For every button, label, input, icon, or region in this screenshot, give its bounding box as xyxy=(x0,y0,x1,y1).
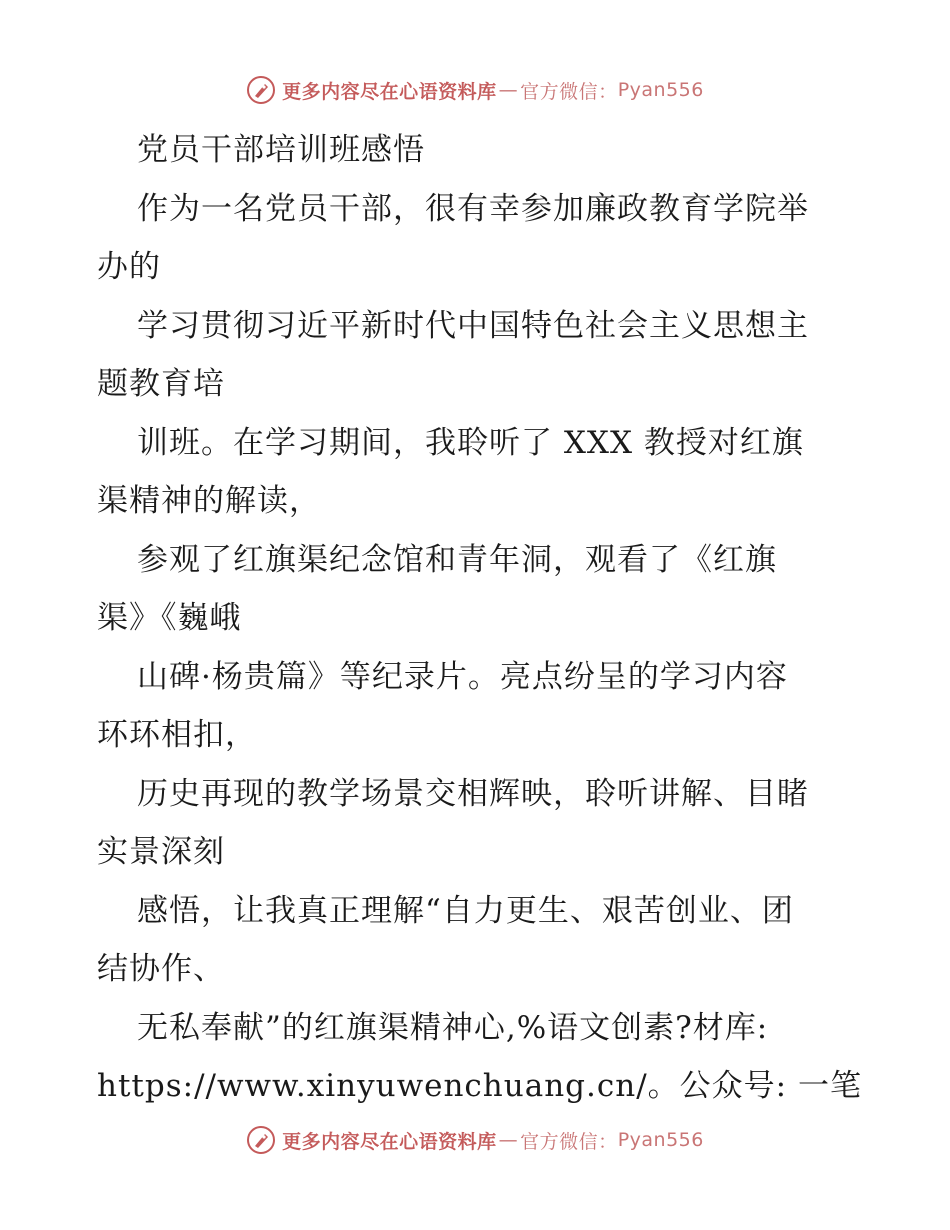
watermark-brand: 更多内容尽在心语资料库 xyxy=(282,80,497,103)
watermark-wechat-id: Pyan556 xyxy=(617,79,704,101)
paragraph-line: 作为一名党员干部，很有幸参加廉政教育学院举 xyxy=(137,190,809,227)
paragraph-line: 学习贯彻习近平新时代中国特色社会主义思想主 xyxy=(137,307,809,344)
paragraph-line: 办的 xyxy=(97,249,161,285)
paragraph-line: 实景深刻 xyxy=(97,834,225,870)
paragraph-line: 历史再现的教学场景交相辉映，聆听讲解、目睹 xyxy=(137,775,809,812)
paragraph-line: 渠》《巍峨 xyxy=(97,600,242,636)
watermark-brand: 更多内容尽在心语资料库 xyxy=(282,1130,497,1153)
paragraph-line: 感悟，让我真正理解“自力更生、艰苦创业、团 xyxy=(137,892,794,929)
paragraph-line: 渠精神的解读， xyxy=(97,483,321,519)
paragraph-line: 训班。在学习期间，我聆听了 XXX 教授对红旗 xyxy=(137,424,804,461)
watermark-wechat-label: 官方微信： xyxy=(520,1130,618,1153)
paragraph-line: 山碑·杨贵篇》等纪录片。亮点纷呈的学习内容 xyxy=(137,658,788,695)
paragraph-line: https://www.xinyuwenchuang.cn/。公众号: 一笔 xyxy=(97,1068,862,1104)
watermark-separator: — xyxy=(498,79,519,101)
watermark-wechat-id: Pyan556 xyxy=(617,1129,704,1151)
paragraph-line: 环环相扣， xyxy=(97,717,257,753)
paragraph-line: 无私奉献”的红旗渠精神心,%语文创素?材库: xyxy=(137,1009,769,1046)
watermark-wechat-label: 官方微信： xyxy=(520,80,618,103)
paragraph-line: 结协作、 xyxy=(97,951,225,987)
pen-nib-logo-icon xyxy=(246,75,276,105)
document-body xyxy=(97,121,862,1116)
watermark-footer xyxy=(0,1120,950,1160)
watermark-header xyxy=(0,70,950,110)
pen-nib-logo-icon xyxy=(246,1125,276,1155)
document-title: 党员干部培训班感悟 xyxy=(137,132,425,168)
paragraph-line: 参观了红旗渠纪念馆和青年洞，观看了《红旗 xyxy=(137,541,777,578)
watermark-separator: — xyxy=(498,1129,519,1151)
paragraph-line: 题教育培 xyxy=(97,366,225,402)
